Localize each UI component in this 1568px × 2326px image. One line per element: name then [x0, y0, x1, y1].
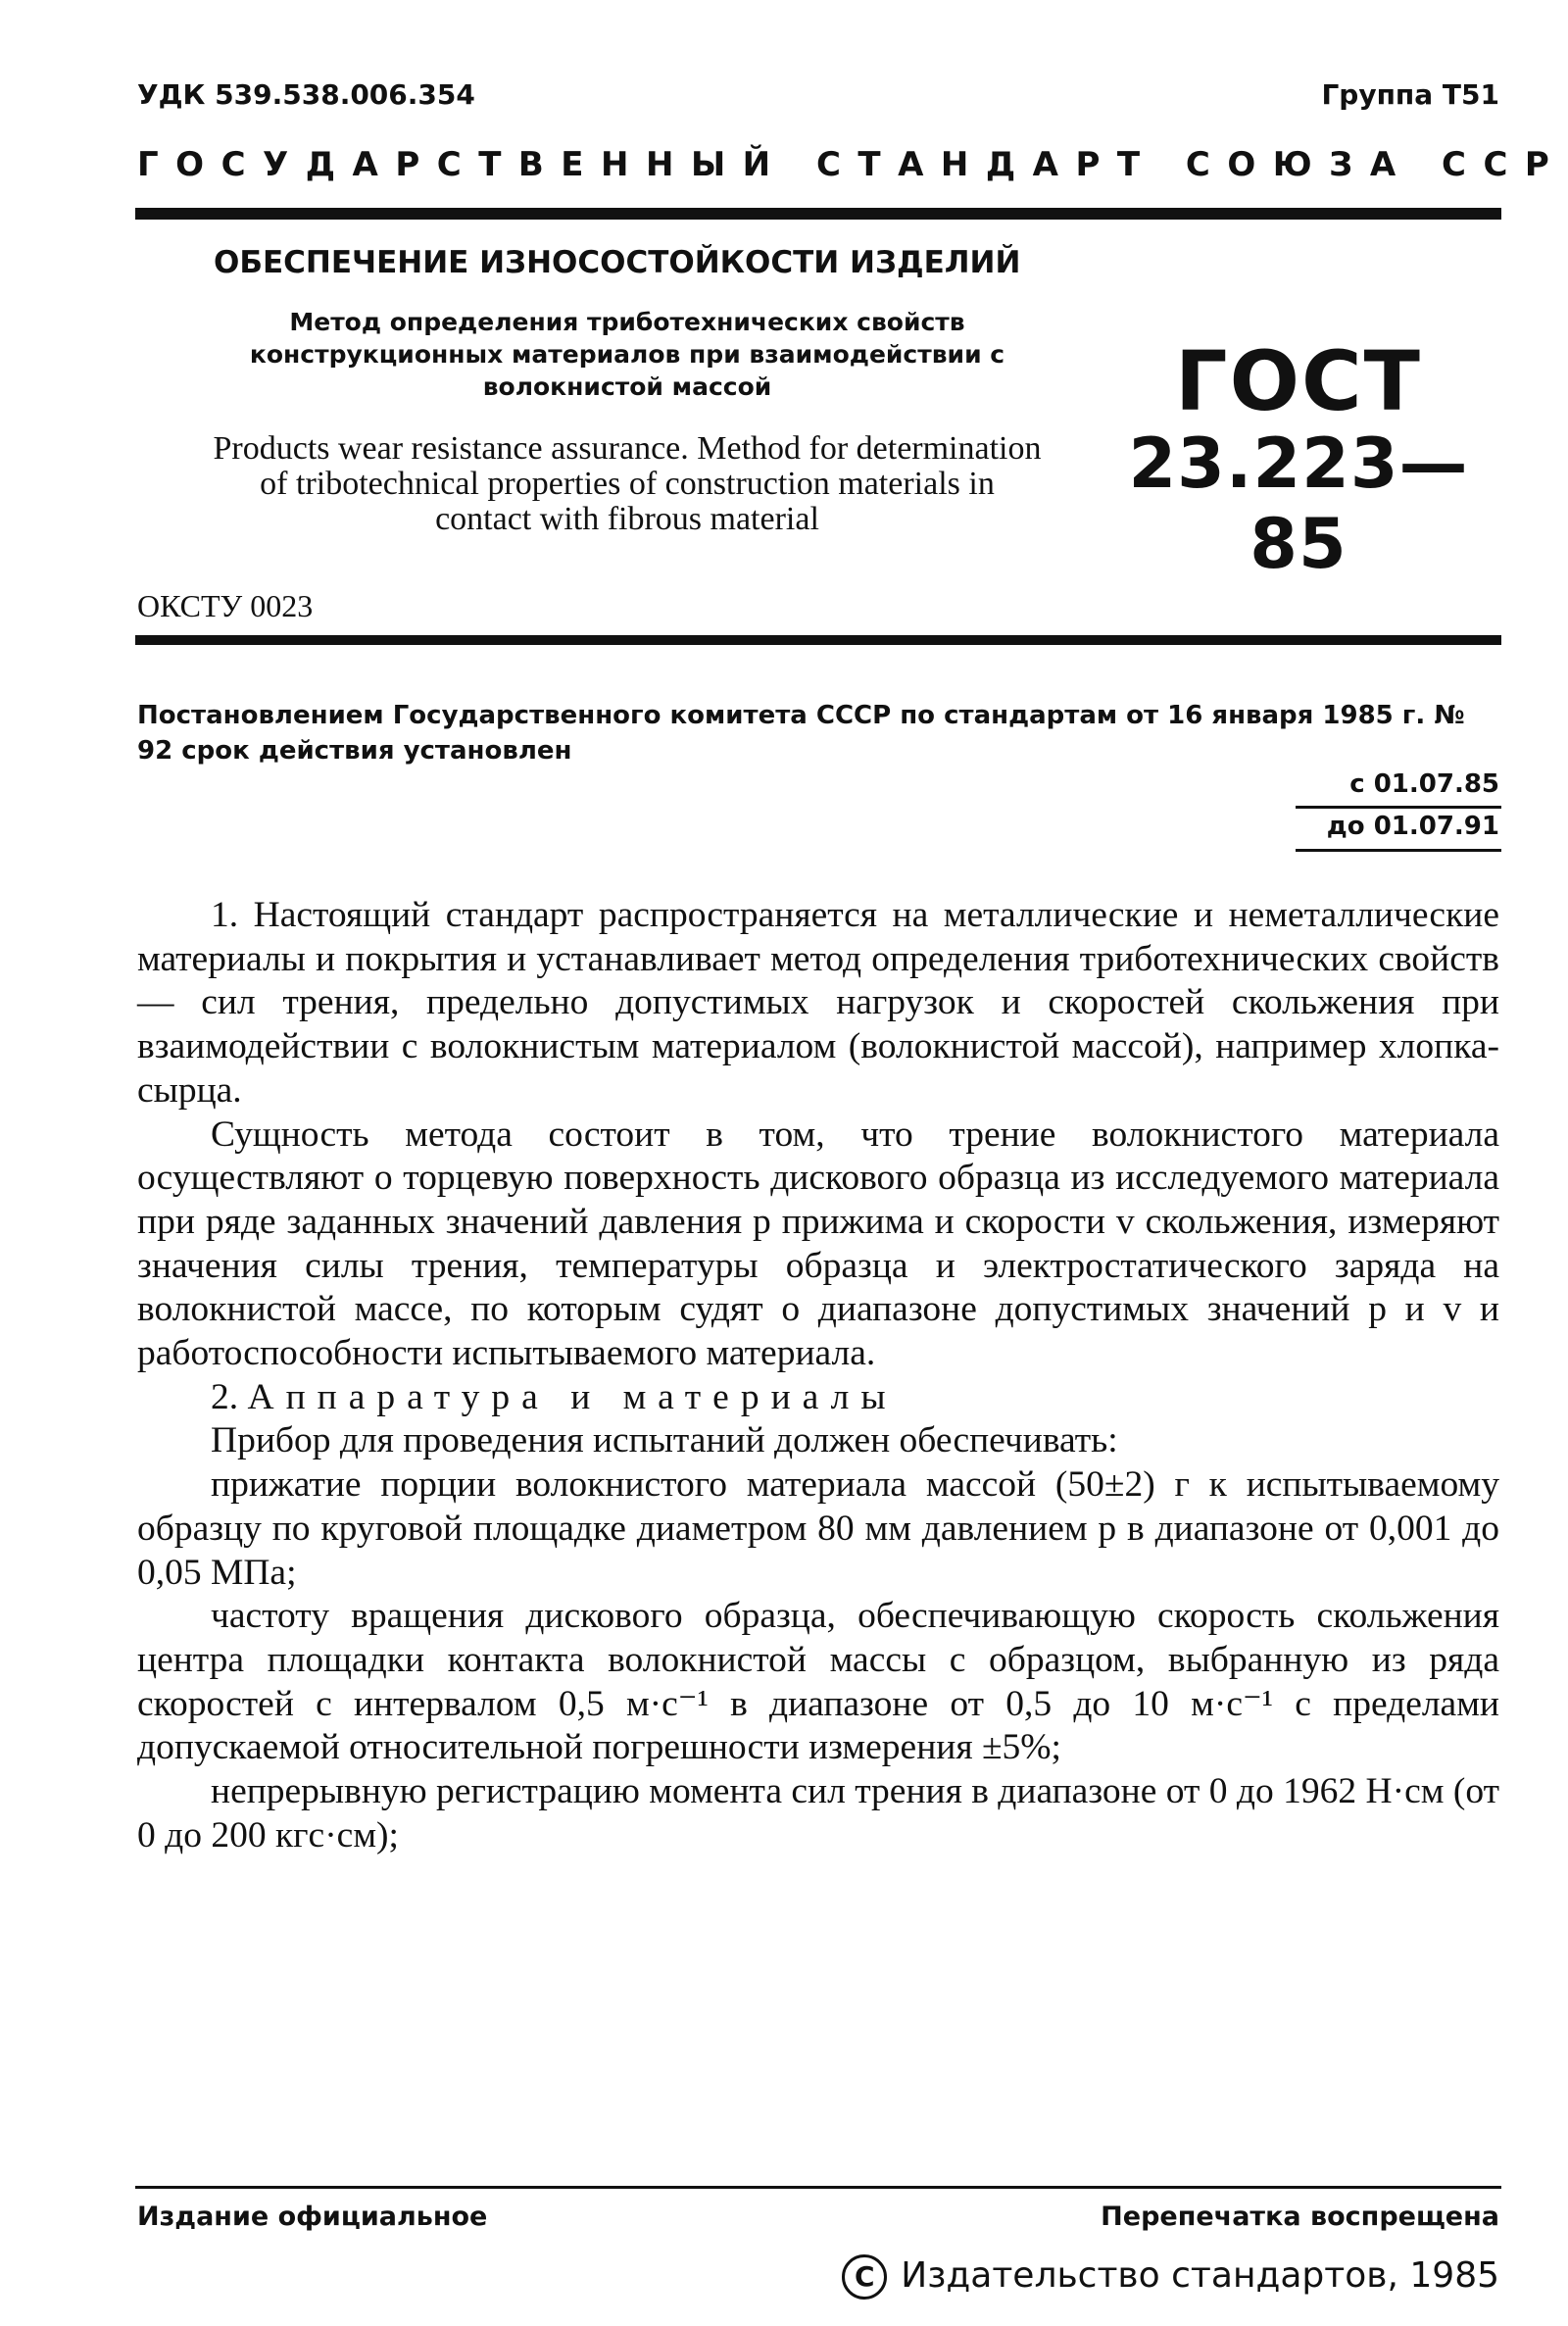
footer-divider — [135, 2186, 1501, 2189]
section-heading-apparatus — [137, 1376, 1499, 1420]
publisher-name: Издательство стандартов, 1985 — [901, 2255, 1499, 2296]
section-title: Аппаратура и материалы — [247, 1376, 898, 1417]
copyright-icon: C — [842, 2254, 887, 2300]
edition-note: Издание официальное — [137, 2202, 488, 2232]
valid-from-date: с 01.07.85 — [1349, 769, 1499, 799]
english-title: Products wear resistance assurance. Method for determination of tribotechnical properties of construction materials in contact with fibrous material — [213, 430, 1042, 537]
reprint-note: Перепечатка воспрещена — [1101, 2202, 1499, 2232]
date-divider — [1296, 806, 1501, 809]
header-divider — [135, 208, 1501, 220]
gost-label: ГОСТ — [1175, 333, 1422, 429]
subtitle: Метод определения триботехнических свойств конструкционных материалов при взаимодействии с волокнистой массой — [249, 308, 1005, 401]
body-text — [137, 894, 1499, 1857]
publisher-line — [842, 2254, 1499, 2300]
state-standard-heading: ГОСУДАРСТВЕННЫЙ СТАНДАРТ СОЮЗА ССР — [137, 145, 1567, 184]
paragraph-scope: 1. Настоящий стандарт распространяется на металлические и неметаллические материалы и покрытия и устанавливает метод определения триботехнических свойств — сил трения, предельно допустимых нагрузок и скоростей скольжения при взаимодействии с волокнистым материалом (волокнистой массой), например хлопка-сырца. — [137, 895, 1499, 1111]
paragraph-rotation: частоту вращения дискового образца, обеспечивающую скорость скольжения центра площадки контакта волокнистой массы с образцом, выбранную из ряда скоростей с интервалом 0,5 м·с⁻¹ в диапазоне от 0,5 до 10 м·с⁻¹ с пределами допускаемой относительной погрешности измерения ±5%; — [137, 1596, 1499, 1768]
date-underline — [1296, 849, 1501, 852]
main-title: ОБЕСПЕЧЕНИЕ ИЗНОСОСТОЙКОСТИ ИЗДЕЛИЙ — [214, 245, 1021, 280]
paragraph-pressing: прижатие порции волокнистого материала массой (50±2) г к испытываемому образцу по круговой площадке диаметром 80 мм давлением p в диапазоне от 0,001 до 0,05 МПа; — [137, 1464, 1499, 1593]
paragraph-registration: непрерывную регистрацию момента сил трения в диапазоне от 0 до 1962 Н·см (от 0 до 200 кгс·см); — [137, 1771, 1499, 1856]
paragraph-device-requirements: Прибор для проведения испытаний должен обеспечивать: — [211, 1420, 1118, 1461]
section-number: 2. — [211, 1376, 239, 1417]
valid-to-date: до 01.07.91 — [1326, 812, 1499, 841]
title-divider — [135, 635, 1501, 645]
paragraph-method-essence: Сущность метода состоит в том, что трение волокнистого материала осуществляют о торцевую поверхность дискового образца из исследуемого материала при ряде заданных значений давления p прижима и скорости v скольжения, измеряют значения силы трения, температуры образца и электростатического заряда на волокнистой массе, по которым судят о диапазоне допустимых значений p и v и работоспособности испытываемого материала. — [137, 1114, 1499, 1374]
udk-code: УДК 539.538.006.354 — [137, 78, 475, 111]
resolution-text: Постановлением Государственного комитета СССР по стандартам от 16 января 1985 г. № 92 срок действия установлен — [137, 701, 1465, 766]
okstu-code: ОКСТУ 0023 — [137, 588, 314, 623]
group-code: Группа Т51 — [1321, 78, 1499, 111]
gost-number: 23.223—85 — [1128, 423, 1469, 584]
